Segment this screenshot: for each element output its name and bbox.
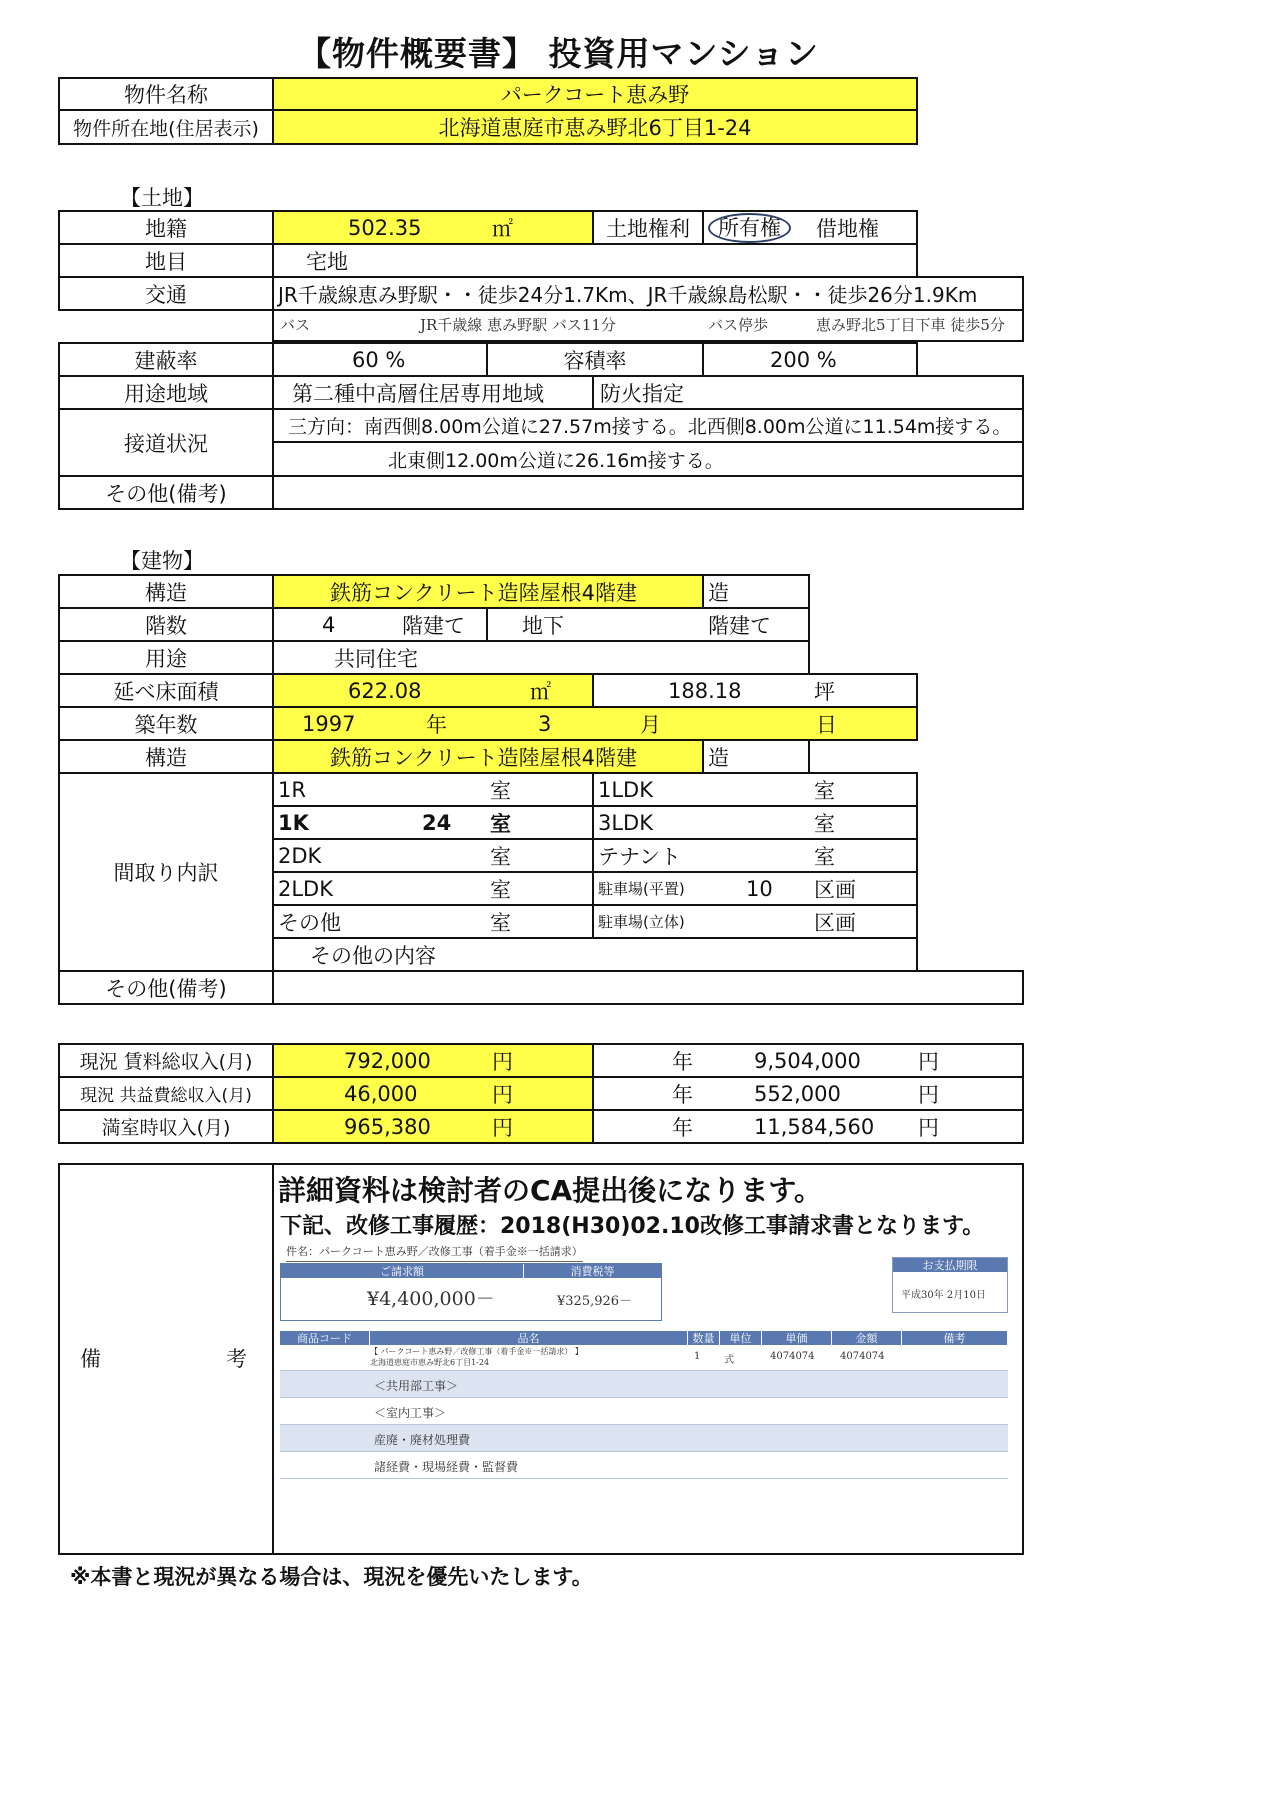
income-monthly: 965,380 bbox=[344, 1114, 431, 1139]
room-row-left bbox=[272, 838, 594, 873]
floors-unit: 階建て bbox=[402, 613, 465, 638]
remarks-label-cell bbox=[58, 1163, 274, 1555]
floors-cell bbox=[272, 607, 488, 642]
room-unit: 室 bbox=[814, 778, 835, 803]
bus-label: バス bbox=[280, 316, 311, 334]
invoice-row-label: 諸経費・現場経費・監督費 bbox=[374, 1460, 519, 1474]
land-area-unit: ㎡ bbox=[492, 216, 513, 241]
floors-label: 階数 bbox=[58, 607, 274, 642]
land-category-label: 地目 bbox=[58, 243, 274, 278]
coverage-label: 建蔽率 bbox=[58, 342, 274, 377]
invoice-due: 平成30年 2月10日 bbox=[901, 1290, 986, 1301]
structure-label: 構造 bbox=[58, 574, 274, 609]
invoice-due-label: お支払期限 bbox=[893, 1258, 1007, 1272]
invoice-item-line-1: 【 パークコート恵み野／改修工事（着手金※一括請求） 】 bbox=[370, 1347, 583, 1356]
room-type: 1LDK bbox=[598, 777, 654, 802]
bus-stop-label: バス停歩 bbox=[708, 316, 769, 334]
invoice-item-row bbox=[280, 1345, 1008, 1371]
room-type: テナント bbox=[598, 844, 681, 869]
built-label: 築年数 bbox=[58, 706, 274, 741]
room-type: 2LDK bbox=[278, 876, 334, 901]
year-unit: 年 bbox=[426, 712, 447, 737]
room-row-right bbox=[592, 904, 918, 939]
road-line-1: 三方向：南西側8.00m公道に27.57m接する。北西側8.00m公道に11.54m接する。 bbox=[272, 408, 1024, 443]
invoice-item-price: 4074074 bbox=[770, 1351, 815, 1362]
land-bus-row bbox=[272, 309, 1024, 342]
floor-area-unit: ㎡ bbox=[530, 679, 551, 704]
room-unit: 室 bbox=[490, 811, 511, 836]
land-area-label: 地籍 bbox=[58, 210, 274, 245]
structure2-label: 構造 bbox=[58, 739, 274, 774]
income-unit: 円 bbox=[492, 1115, 513, 1140]
floor-area-cell bbox=[272, 673, 594, 708]
land-category: 宅地 bbox=[272, 243, 918, 278]
income-year-label: 年 bbox=[672, 1049, 693, 1074]
invoice-column: 単価 bbox=[762, 1331, 831, 1345]
invoice-subject: 件名：パークコート恵み野／改修工事（着手金※一括請求） bbox=[286, 1243, 583, 1262]
basement-label: 地下 bbox=[522, 613, 564, 638]
land-other-value bbox=[272, 475, 1024, 510]
built-cell bbox=[272, 706, 918, 741]
invoice-row bbox=[280, 1371, 1008, 1398]
room-row-left bbox=[272, 904, 594, 939]
income-unit: 円 bbox=[492, 1049, 513, 1074]
income-monthly: 46,000 bbox=[344, 1081, 418, 1106]
room-row-left bbox=[272, 772, 594, 807]
bus-line: JR千歳線 恵み野駅 バス11分 bbox=[420, 316, 616, 334]
room-type: その他 bbox=[278, 910, 341, 935]
room-count: 10 bbox=[746, 876, 773, 901]
income-label: 現況 共益費総収入(月) bbox=[58, 1076, 274, 1111]
zoning-value: 第二種中高層住居専用地域 bbox=[272, 375, 594, 410]
invoice-item-qty: 1 bbox=[694, 1351, 701, 1362]
invoice-row-label: 産廃・廃材処理費 bbox=[374, 1433, 471, 1447]
invoice-amount-label: ご請求額 bbox=[281, 1264, 523, 1278]
invoice-column: 金額 bbox=[832, 1331, 901, 1345]
tsubo-value: 188.18 bbox=[668, 678, 742, 703]
structure-value: 鉄筋コンクリート造陸屋根4階建 bbox=[272, 574, 704, 609]
income-annual-cell bbox=[592, 1076, 1024, 1111]
invoice-tax-label: 消費税等 bbox=[524, 1264, 661, 1278]
room-unit: 室 bbox=[490, 910, 511, 935]
remarks-notice-2: 下記、改修工事履歴：2018(H30)02.10改修工事請求書となります。 bbox=[280, 1214, 985, 1239]
income-monthly-cell bbox=[272, 1076, 594, 1111]
bus-stop: 恵み野北5丁目下車 徒歩5分 bbox=[816, 316, 1005, 334]
footer-note: ※本書と現況が異なる場合は、現況を優先いたします。 bbox=[70, 1565, 593, 1589]
land-rights-label: 土地権利 bbox=[592, 210, 704, 245]
income-monthly: 792,000 bbox=[344, 1048, 431, 1073]
use-label: 用途 bbox=[58, 640, 274, 675]
built-year: 1997 bbox=[302, 711, 356, 736]
invoice-item-amount: 4074074 bbox=[840, 1351, 885, 1362]
structure-suffix: 造 bbox=[702, 574, 810, 609]
invoice-row bbox=[280, 1398, 1008, 1425]
room-row-right bbox=[592, 838, 918, 873]
building-other-label: その他(備考) bbox=[58, 970, 274, 1005]
room-row-left bbox=[272, 805, 594, 840]
invoice-item-unit: 式 bbox=[724, 1355, 734, 1366]
income-annual: 552,000 bbox=[754, 1081, 841, 1106]
land-section-heading: 【土地】 bbox=[120, 186, 204, 210]
other-content-label: その他の内容 bbox=[272, 937, 918, 972]
floor-area-value: 622.08 bbox=[348, 678, 422, 703]
coverage-value: 60 % bbox=[272, 342, 488, 377]
month-unit: 月 bbox=[640, 712, 661, 737]
room-unit: 室 bbox=[490, 877, 511, 902]
income-year-label: 年 bbox=[672, 1115, 693, 1140]
invoice-amount: ¥4,400,000－ bbox=[367, 1288, 495, 1310]
built-month: 3 bbox=[538, 711, 552, 736]
invoice-row bbox=[280, 1425, 1008, 1452]
income-annual-unit: 円 bbox=[918, 1049, 939, 1074]
invoice-row-label: ＜室内工事＞ bbox=[374, 1406, 447, 1420]
remarks-label-1: 備 bbox=[80, 1347, 101, 1371]
income-monthly-cell bbox=[272, 1043, 594, 1078]
road-line-2: 北東側12.00m公道に26.16m接する。 bbox=[272, 441, 1024, 477]
room-unit: 室 bbox=[814, 844, 835, 869]
far-label: 容積率 bbox=[486, 342, 704, 377]
income-annual-cell bbox=[592, 1043, 1024, 1078]
land-rights-cell bbox=[702, 210, 918, 245]
land-rights-own-circled: 所有権 bbox=[708, 213, 791, 243]
room-row-right bbox=[592, 805, 918, 840]
income-monthly-cell bbox=[272, 1109, 594, 1144]
land-transport: JR千歳線恵み野駅・・徒歩24分1.7Km、JR千歳線島松駅・・徒歩26分1.9Km bbox=[272, 276, 1024, 311]
floors-value: 4 bbox=[322, 612, 336, 637]
remarks-label-2: 考 bbox=[226, 1347, 247, 1371]
remarks-notice-1: 詳細資料は検討者のCA提出後になります。 bbox=[278, 1174, 822, 1207]
fire-label: 防火指定 bbox=[592, 375, 1024, 410]
basement-cell bbox=[486, 607, 810, 642]
invoice-column: 数量 bbox=[688, 1331, 719, 1345]
property-address: 北海道恵庭市恵み野北6丁目1-24 bbox=[272, 109, 918, 145]
income-annual-unit: 円 bbox=[918, 1082, 939, 1107]
invoice-row-label: ＜共用部工事＞ bbox=[374, 1379, 459, 1393]
structure2-suffix: 造 bbox=[702, 739, 810, 774]
room-type: 駐車場(立体) bbox=[598, 913, 685, 931]
property-name: パークコート恵み野 bbox=[272, 77, 918, 111]
floor-area-label: 延べ床面積 bbox=[58, 673, 274, 708]
room-type: 1R bbox=[278, 777, 306, 802]
room-row-right bbox=[592, 871, 918, 906]
invoice-amount-box bbox=[280, 1263, 662, 1321]
use-value: 共同住宅 bbox=[272, 640, 810, 675]
room-row-left bbox=[272, 871, 594, 906]
invoice-column: 単位 bbox=[720, 1331, 761, 1345]
land-other-label: その他(備考) bbox=[58, 475, 274, 510]
building-other-value bbox=[272, 970, 1024, 1005]
land-area-cell bbox=[272, 210, 594, 245]
invoice-due-box bbox=[892, 1257, 1008, 1313]
room-unit: 区画 bbox=[814, 910, 856, 935]
basement-unit: 階建て bbox=[708, 613, 771, 638]
land-area-value: 502.35 bbox=[348, 215, 422, 240]
property-name-label: 物件名称 bbox=[58, 77, 274, 111]
income-year-label: 年 bbox=[672, 1082, 693, 1107]
room-count: 24 bbox=[422, 810, 452, 835]
income-label: 現況 賃料総収入(月) bbox=[58, 1043, 274, 1078]
room-row-right bbox=[592, 772, 918, 807]
income-annual-unit: 円 bbox=[918, 1115, 939, 1140]
invoice-image bbox=[280, 1239, 1010, 1479]
income-annual-cell bbox=[592, 1109, 1024, 1144]
page-title: 【物件概要書】 投資用マンション bbox=[298, 34, 820, 73]
far-value: 200 % bbox=[702, 342, 918, 377]
room-unit: 室 bbox=[814, 811, 835, 836]
room-type: 2DK bbox=[278, 843, 322, 868]
income-unit: 円 bbox=[492, 1082, 513, 1107]
invoice-tax: ¥325,926－ bbox=[557, 1294, 633, 1309]
land-transport-label: 交通 bbox=[58, 276, 274, 311]
invoice-column: 品名 bbox=[370, 1331, 687, 1345]
zoning-label: 用途地域 bbox=[58, 375, 274, 410]
invoice-column-header bbox=[280, 1331, 1008, 1345]
room-unit: 区画 bbox=[814, 877, 856, 902]
structure2-value: 鉄筋コンクリート造陸屋根4階建 bbox=[272, 739, 704, 774]
room-unit: 室 bbox=[490, 844, 511, 869]
building-section-heading: 【建物】 bbox=[120, 549, 204, 573]
tsubo-cell bbox=[592, 673, 918, 708]
tsubo-unit: 坪 bbox=[814, 679, 835, 704]
invoice-row bbox=[280, 1452, 1008, 1479]
income-label: 満室時収入(月) bbox=[58, 1109, 274, 1144]
room-unit: 室 bbox=[490, 778, 511, 803]
invoice-item-line-2: 北海道恵庭市恵み野北6丁目1-24 bbox=[370, 1358, 490, 1367]
room-type: 3LDK bbox=[598, 810, 654, 835]
land-rights-lease: 借地権 bbox=[816, 216, 879, 241]
invoice-column: 備考 bbox=[902, 1331, 1007, 1345]
remarks-content bbox=[272, 1163, 1024, 1555]
layout-label: 間取り内訳 bbox=[58, 772, 274, 972]
room-type: 1K bbox=[278, 810, 309, 835]
room-type: 駐車場(平置) bbox=[598, 880, 685, 898]
invoice-column: 商品コード bbox=[280, 1331, 369, 1345]
day-unit: 日 bbox=[816, 712, 837, 737]
income-annual: 9,504,000 bbox=[754, 1048, 861, 1073]
road-label: 接道状況 bbox=[58, 408, 274, 477]
property-address-label: 物件所在地(住居表示) bbox=[58, 109, 274, 145]
income-annual: 11,584,560 bbox=[754, 1114, 875, 1139]
